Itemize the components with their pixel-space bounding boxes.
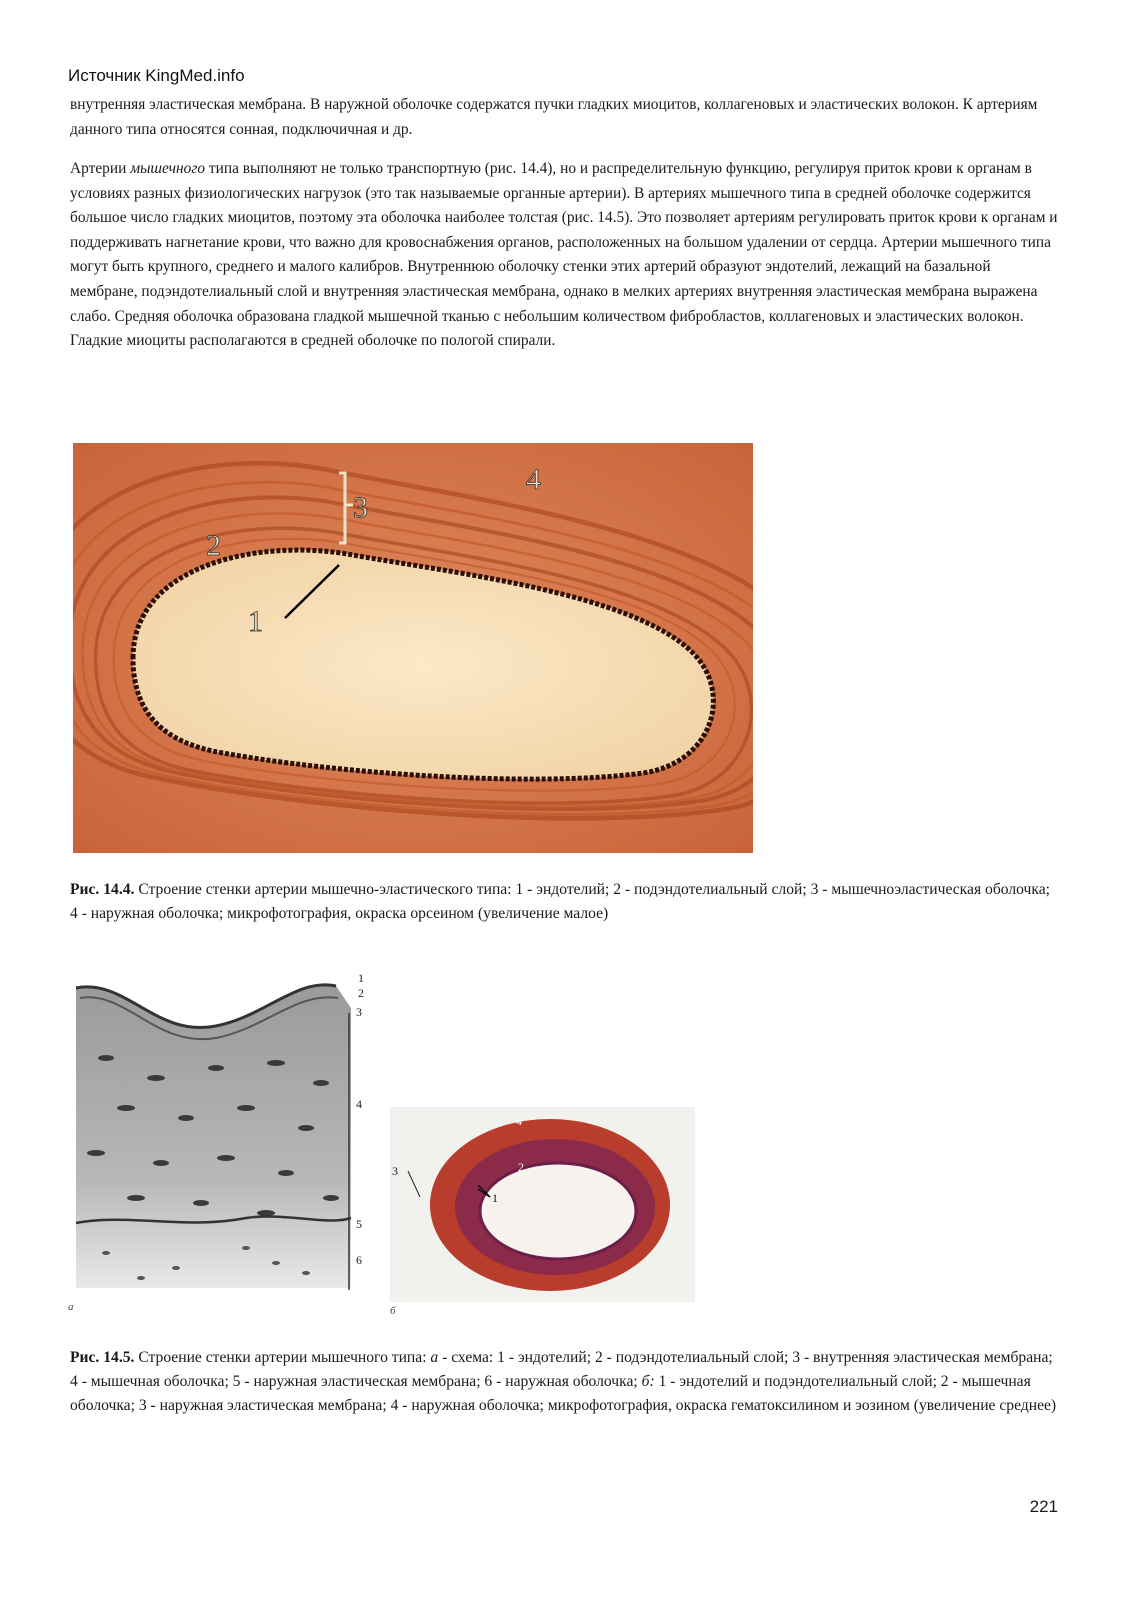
fig2b-label-2: 2: [518, 1160, 524, 1174]
caption-sub-b: б:: [641, 1373, 655, 1390]
caption-part-2: - схема: 1 - эндотелий; 2 - подэндотелиальный слой; 3 - внутренняя эластическая мембрана; 4 - мышечная оболочка; 5 - наружная эластическая мембрана; 6 - наружная оболочка;: [70, 1349, 1053, 1390]
fig2b-label-3: 3: [392, 1164, 398, 1178]
fig2b-sub-label: б: [390, 1305, 396, 1317]
caption-text: Строение стенки артерии мышечно-эластического типа: 1 - эндотелий; 2 - подэндотелиальный слой; 3 - мышечноэластическая оболочка; 4 - наружная оболочка; микрофотография, окраска орсеином (увеличение малое): [70, 881, 1050, 922]
fig1-label-3: 3: [353, 491, 368, 524]
fig2a-label-1: 1: [358, 971, 364, 985]
fig2a-label-6: 6: [356, 1253, 362, 1267]
fig2a-label-2: 2: [358, 986, 364, 1000]
fig2a-label-5: 5: [356, 1217, 362, 1231]
fig2a-label-4: 4: [356, 1097, 362, 1111]
caption-part-3: 1 - эндотелий и подэндотелиальный слой; 2 - мышечная оболочка; 3 - наружная эластическая мембрана; 4 - наружная оболочка; микрофотография, окраска гематоксилином и эозином (увеличение среднее): [70, 1373, 1057, 1414]
figure-14-5a-scheme: [66, 968, 371, 1318]
source-header: Источник KingMed.info: [68, 66, 245, 85]
paragraph-muscular-arteries: [70, 157, 1060, 354]
caption-part-1: Строение стенки артерии мышечного типа:: [134, 1349, 431, 1366]
figure-14-5-caption: [70, 1346, 1060, 1418]
figure-14-4-caption: [70, 878, 1060, 926]
fig2a-sub-label: а: [68, 1301, 74, 1313]
paragraph-start: Артерии: [70, 160, 131, 177]
caption-label: Рис. 14.5.: [70, 1349, 135, 1366]
page-number: 221: [1029, 1497, 1058, 1516]
fig2b-label-4: 4: [516, 1114, 522, 1128]
fig1-label-4: 4: [526, 463, 541, 496]
caption-sub-a: а: [430, 1349, 439, 1366]
fig2b-label-1: 1: [492, 1191, 498, 1205]
paragraph-rest: типа выполняют не только транспортную (рис. 14.4), но и распределительную функцию, регулируя приток крови к органам в условиях разных физиологических нагрузок (это так называемые органные артерии). В артериях мышечного типа в средней оболочке содержится большое число гладких миоцитов, поэтому эта оболочка наиболее толстая (рис. 14.5). Это позволяет артериям регулировать приток крови к органам и поддерживать нагнетание крови, что важно для кровоснабжения органов, расположенных на большом удалении от сердца. Артерии мышечного типа могут быть крупного, среднего и малого калибров. Внутреннюю оболочку стенки этих артерий образуют эндотелий, лежащий на базальной мембране, подэндотелиальный слой и внутренняя эластическая мембрана, однако в мелких артериях внутренняя эластическая мембрана выражена слабо. Средняя оболочка образована гладкой мышечной тканью с небольшим количеством фибробластов, коллагеновых и эластических волокон. Гладкие миоциты располагаются в средней оболочке по пологой спирали.: [70, 160, 1058, 350]
fig1-label-1: 1: [248, 605, 263, 638]
figure-14-4-micrograph: [73, 443, 753, 853]
paragraph-continuation: внутренняя эластическая мембрана. В наружной оболочке содержатся пучки гладких миоцитов, коллагеновых и эластических волокон. К артериям данного типа относятся сонная, подключичная и др.: [70, 96, 1038, 138]
fig2a-label-3: 3: [356, 1005, 362, 1019]
caption-label: Рис. 14.4.: [70, 881, 135, 898]
fig1-label-2: 2: [206, 529, 221, 562]
figure-14-5b-micrograph: [390, 1107, 695, 1317]
paragraph-italic-term: мышечного: [130, 160, 206, 177]
